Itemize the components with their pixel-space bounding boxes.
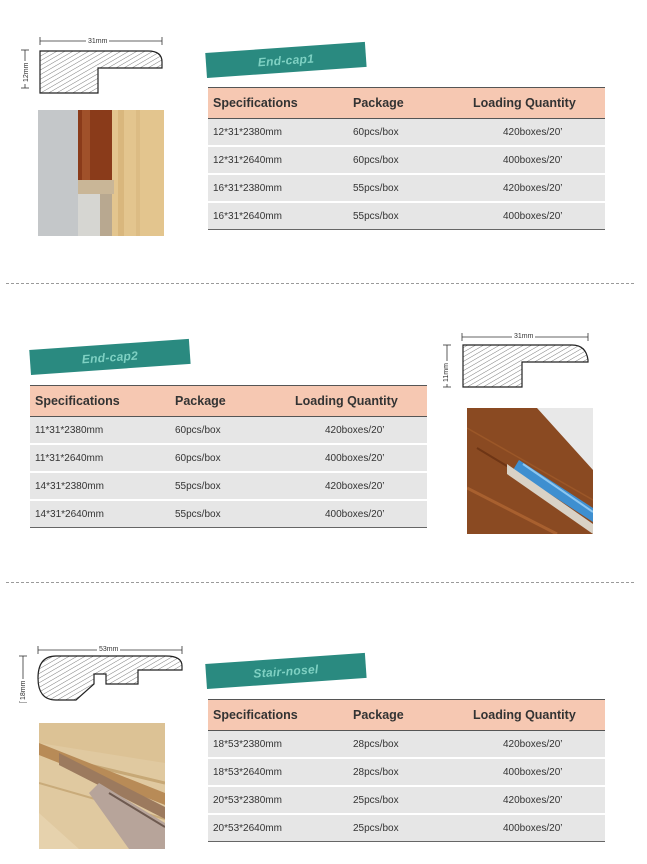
- package-cell: 60pcs/box: [175, 444, 295, 472]
- spec-cell: 16*31*2640mm: [208, 202, 353, 230]
- table-row: [30, 500, 427, 528]
- table-row: [208, 202, 605, 230]
- package-cell: 28pcs/box: [353, 758, 473, 786]
- header-loading-quantity: Loading Quantity: [473, 700, 605, 731]
- package-cell: 60pcs/box: [353, 146, 473, 174]
- table-row: [30, 417, 427, 445]
- height-dimension-label: 12mm: [23, 62, 30, 82]
- end-cap1-profile-drawing: [38, 48, 168, 96]
- table-row: [30, 472, 427, 500]
- package-cell: 55pcs/box: [353, 174, 473, 202]
- header-specifications: Specifications: [30, 386, 175, 417]
- quantity-cell: 420boxes/20’: [295, 472, 427, 500]
- header-specifications: Specifications: [208, 88, 353, 119]
- spec-cell: 18*53*2640mm: [208, 758, 353, 786]
- height-dimension-label: 11mm: [443, 363, 450, 382]
- package-cell: 55pcs/box: [175, 500, 295, 528]
- spec-cell: 16*31*2380mm: [208, 174, 353, 202]
- end-cap2-spec-table: [30, 385, 427, 528]
- package-cell: 28pcs/box: [353, 731, 473, 759]
- spec-cell: 20*53*2380mm: [208, 786, 353, 814]
- header-loading-quantity: Loading Quantity: [295, 386, 427, 417]
- spec-cell: 14*31*2380mm: [30, 472, 175, 500]
- table-header-row: [208, 700, 605, 731]
- quantity-cell: 400boxes/20’: [473, 146, 605, 174]
- quantity-cell: 420boxes/20’: [473, 786, 605, 814]
- table-row: [208, 146, 605, 174]
- stair-nosel-tag: Stair-nosel: [205, 653, 366, 689]
- height-dimension-label: 18mm: [20, 680, 27, 700]
- table-header-row: [208, 88, 605, 119]
- table-row: [208, 786, 605, 814]
- section-divider: [6, 582, 634, 583]
- end-cap1-spec-table: [208, 87, 605, 230]
- width-dimension-label: 53mm: [99, 646, 119, 653]
- spec-cell: 20*53*2640mm: [208, 814, 353, 842]
- package-cell: 60pcs/box: [353, 119, 473, 147]
- table-row: [30, 444, 427, 472]
- table-row: [208, 814, 605, 842]
- end-cap2-profile-drawing: [460, 340, 595, 390]
- quantity-cell: 400boxes/20’: [473, 814, 605, 842]
- quantity-cell: 400boxes/20’: [473, 758, 605, 786]
- quantity-cell: 400boxes/20’: [473, 202, 605, 230]
- table-row: [208, 731, 605, 759]
- header-specifications: Specifications: [208, 700, 353, 731]
- package-cell: 55pcs/box: [175, 472, 295, 500]
- spec-cell: 12*31*2380mm: [208, 119, 353, 147]
- quantity-cell: 420boxes/20’: [473, 731, 605, 759]
- width-dimension-label: 31mm: [88, 38, 108, 45]
- quantity-cell: 400boxes/20’: [295, 500, 427, 528]
- spec-cell: 18*53*2380mm: [208, 731, 353, 759]
- spec-cell: 11*31*2380mm: [30, 417, 175, 445]
- section-divider: [6, 283, 634, 284]
- table-row: [208, 119, 605, 147]
- width-dimension-label: 31mm: [514, 333, 534, 340]
- end-cap1-photo: [38, 110, 164, 236]
- table-row: [208, 174, 605, 202]
- end-cap2-photo: [467, 408, 593, 534]
- package-cell: 60pcs/box: [175, 417, 295, 445]
- quantity-cell: 420boxes/20’: [295, 417, 427, 445]
- table-row: [208, 758, 605, 786]
- spec-cell: 11*31*2640mm: [30, 444, 175, 472]
- package-cell: 25pcs/box: [353, 814, 473, 842]
- header-package: Package: [353, 700, 473, 731]
- spec-cell: 12*31*2640mm: [208, 146, 353, 174]
- quantity-cell: 400boxes/20’: [295, 444, 427, 472]
- package-cell: 25pcs/box: [353, 786, 473, 814]
- end-cap2-tag: End-cap2: [29, 339, 190, 375]
- header-loading-quantity: Loading Quantity: [473, 88, 605, 119]
- spec-cell: 14*31*2640mm: [30, 500, 175, 528]
- package-cell: 55pcs/box: [353, 202, 473, 230]
- quantity-cell: 420boxes/20’: [473, 119, 605, 147]
- stair-nosel-profile-drawing: [36, 652, 186, 704]
- table-header-row: [30, 386, 427, 417]
- header-package: Package: [353, 88, 473, 119]
- end-cap1-tag: End-cap1: [205, 42, 366, 78]
- stair-nosel-spec-table: [208, 699, 605, 842]
- stair-nosel-photo: [39, 723, 165, 849]
- quantity-cell: 420boxes/20’: [473, 174, 605, 202]
- header-package: Package: [175, 386, 295, 417]
